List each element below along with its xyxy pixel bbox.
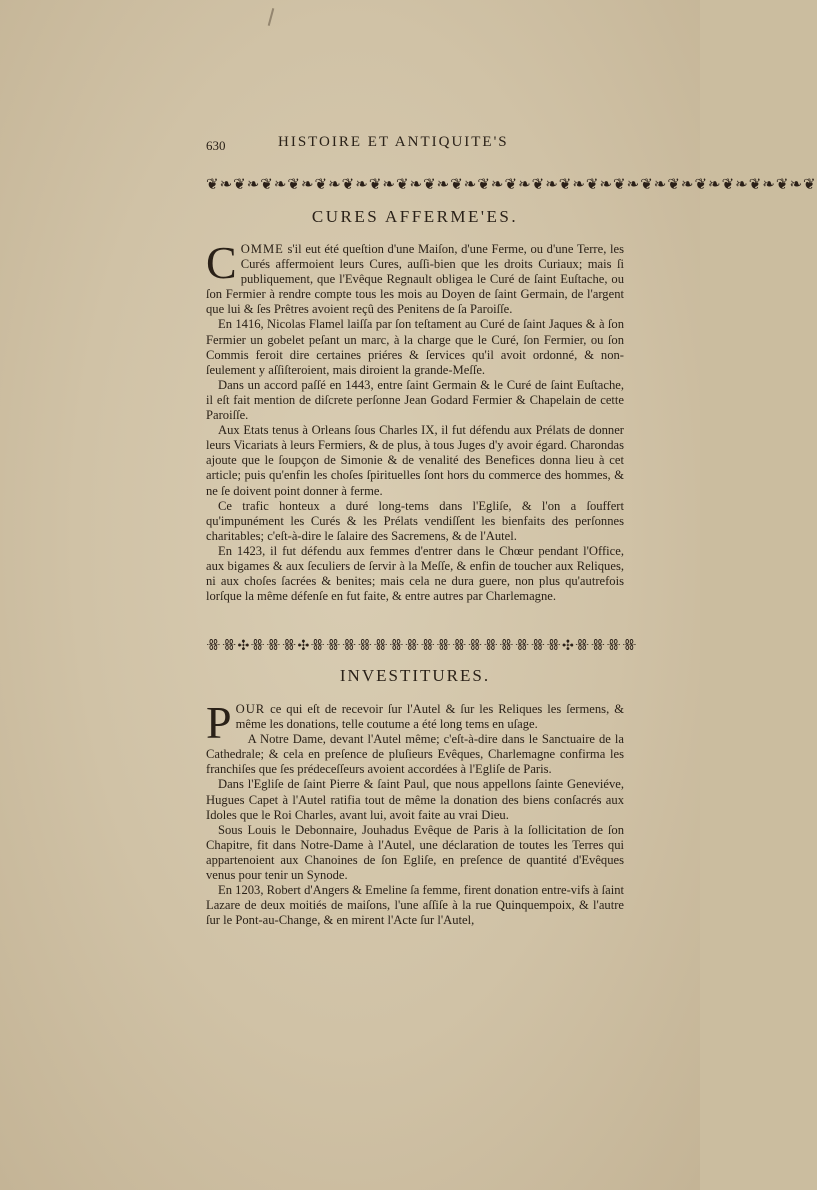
paragraph: En 1203, Robert d'Angers & Emeline ſa femme, firent donation entre-vifs à ſaint Lazare de deux moitiés de maiſons, l'une aſſiſe à la rue Quinquempoix, & l'autre ſur le Pont-au-Change, & en mirent l'Acte ſur l'Autel, xyxy=(206,883,624,928)
running-title: HISTOIRE ET ANTIQUITE'S xyxy=(278,134,509,150)
paragraph: Sous Louis le Debonnaire, Jouhadus Evêque de Paris à la ſollicitation de ſon Chapitre, fit dans Notre-Dame à l'Autel, une déclaration de toutes les Terres qui appartenoient aux Chanoines de ſon Egliſe, en preſence de quantité d'Evêques venus pour tenir un Synode. xyxy=(206,822,624,883)
section-title-investitures: INVESTITURES. xyxy=(339,666,491,685)
paragraph: Aux Etats tenus à Orleans ſous Charles IX, il fut défendu aux Prélats de donner leurs Vicariats à leurs Fermiers, & de plus, à tous Juges d'y avoir égard. Charondas ajoute que le ſoupçon de Simonie & de venalité des Benefices donna lieu à cet article; puis qu'enfin les choſes ſpirituelles ſont hors du commerce des hommes, & ne ſe doivent point donner à ferme. xyxy=(206,423,624,498)
page-number: 630 xyxy=(206,138,226,153)
paragraph: POUR ce qui eſt de recevoir ſur l'Autel & ſur les Reliques les ſermens, & même les donations, telle coutume a été long tems en uſage. xyxy=(206,697,624,748)
running-head xyxy=(206,134,624,156)
paragraph: COMME s'il eut été queſtion d'une Maiſon, d'une Ferme, ou d'une Terre, les Curés affermoient leurs Cures, auſſi-bien que les droits Curiaux; mais ſi publiquement, que l'Evêque Regnault obligea le Curé de ſaint Euſtache, ou ſon Fermier à rendre compte tous les mois au Doyen de ſaint Germain, de l'argent que lui & ſes Prêtres avoient reçû des Penitens de ſa Paroiſſe. xyxy=(206,237,624,317)
paragraph: Ce trafic honteux a duré long-tems dans l'Egliſe, & l'on a ſouffert qu'impunément les Curés & les Prélats vendiſſent les bienfaits des perſonnes charitables; c'eſt-à-dire le ſalaire des Sacremens, & de l'Autel. xyxy=(206,498,624,543)
lead-word: OUR xyxy=(235,702,266,716)
ornament-band-middle: ꗥꗥ✣ꗥꗥꗥ✣ꗥꗥꗥꗥꗥꗥꗥꗥꗥꗥꗥꗥꗥꗥꗥꗥ✣ꗥꗥꗥꗥ xyxy=(206,638,638,654)
paragraph: En 1416, Nicolas Flamel laiſſa par ſon teſtament au Curé de ſaint Jaques & à ſon Fermier un gobelet peſant un marc, à la charge que le Curé, ſon Fermier, ou ſon Commis feroit dire certaines priéres & ſervices qu'il avoit ordonné, & non-ſeulement y aſſiſteroient, mais diroient la grande-Meſſe. xyxy=(206,317,624,377)
paragraph: En 1423, il fut défendu aux femmes d'entrer dans le Chœur pendant l'Office, aux bigames & aux ſeculiers de ſervir à la Meſſe, & enfin de toucher aux Reliques, ni aux choſes ſacrées & benites; mais cela ne dura guere, non plus qu'autrefois lorſque la même défenſe en fut faite, & entre autres par Charlemagne. xyxy=(206,543,624,604)
page-mark xyxy=(268,8,275,26)
paragraph: Dans un accord paſſé en 1443, entre ſaint Germain & le Curé de ſaint Euſtache, il eſt fait mention de diſcrete perſonne Jean Godard Fermier & Chapelain de cette Paroiſſe. xyxy=(206,377,624,423)
drop-cap: C xyxy=(206,237,237,288)
section-title-cures: CURES AFFERME'ES. xyxy=(311,207,519,226)
drop-cap: P xyxy=(206,697,232,748)
section-investitures-text xyxy=(206,697,624,928)
section-cures-text xyxy=(206,237,624,604)
paragraph: Dans l'Egliſe de ſaint Pierre & ſaint Paul, que nous appellons ſainte Geneviéve, Hugues Capet à l'Autel ratifia tout de même la donation des biens conſacrés aux Idoles que le Roi Charles, avant lui, avoit faite au vrai Dieu. xyxy=(206,777,624,822)
paragraph: A Notre Dame, devant l'Autel même; c'eſt-à-dire dans le Sanctuaire de la Cathedrale; & cela en preſence de pluſieurs Evêques, Charlemagne confirma les franchiſes que ſes prédeceſſeurs avoient accordées à l'Egliſe de Paris. xyxy=(206,732,624,777)
lead-word: OMME xyxy=(240,242,284,256)
ornament-band-top: ❦❧❦❧❦❧❦❧❦❧❦❧❦❧❦❧❦❧❦❧❦❧❦❧❦❧❦❧❦❧❦❧❦❧❦❧❦❧❦❧❦❧❦❧❦ xyxy=(206,177,817,193)
